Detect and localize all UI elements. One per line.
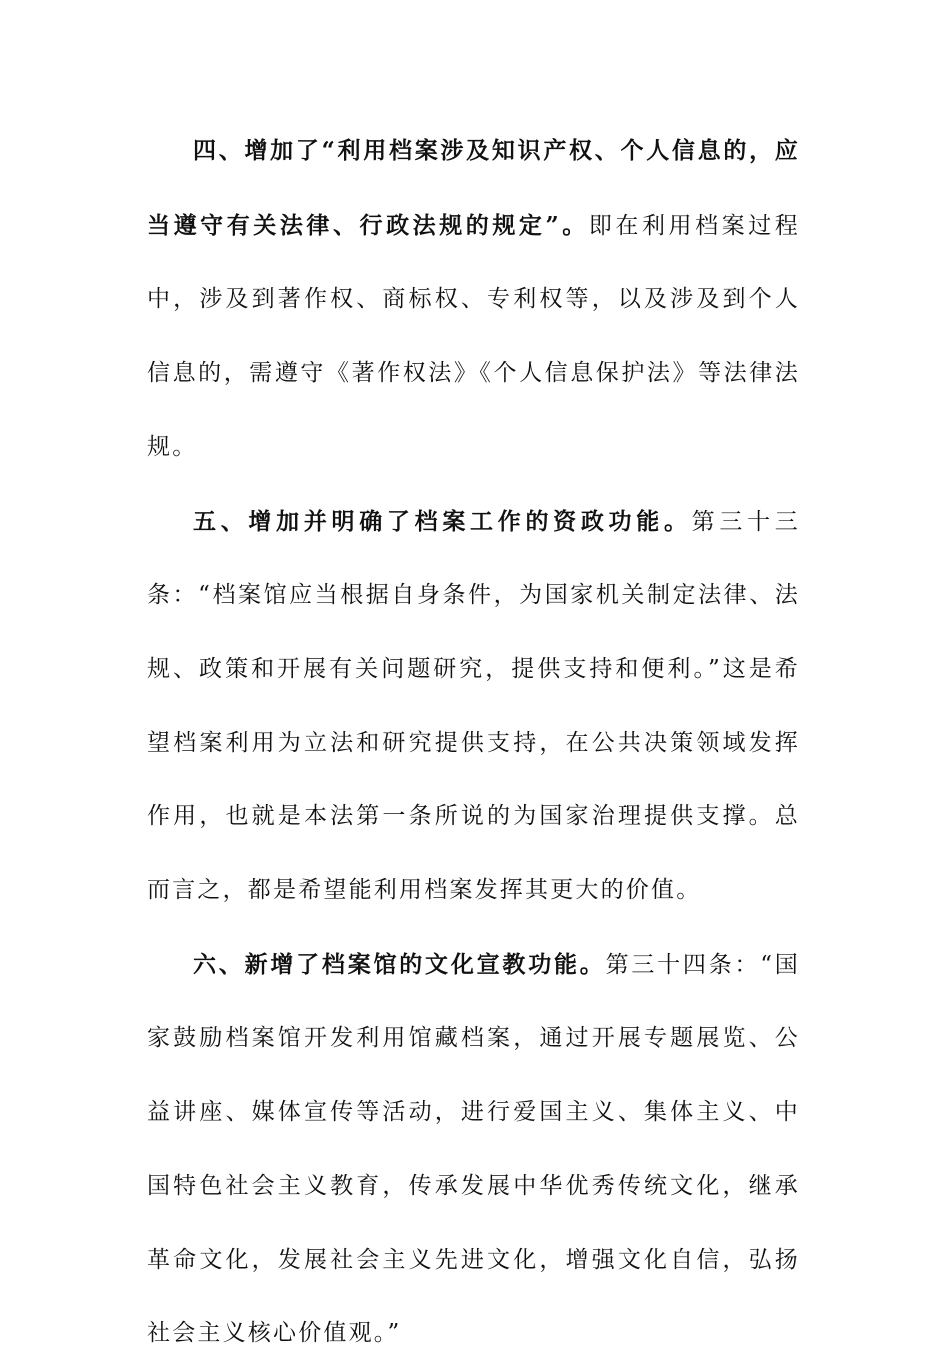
paragraph-5-heading: 五、增加并明确了档案工作的资政功能。: [193, 507, 692, 535]
paragraph-6-body: 第三十四条：“国家鼓励档案馆开发利用馆藏档案，通过开展专题展览、公益讲座、媒体宣传等活动，进行爱国主义、集体主义、中国特色社会主义教育，传承发展中华优秀传统文化，继承革命文化，发展社会主义先进文化，增强文化自信，弘扬社会主义核心价值观。”: [147, 951, 801, 1347]
paragraph-4: [147, 114, 800, 485]
paragraph-4-heading: 四、增加了“利用档案涉及知识产权、个人信息的，应当遵守有关法律、行政法规的规定”。: [147, 137, 800, 239]
paragraph-5-body: 第三十三条：“档案馆应当根据自身条件，为国家机关制定法律、法规、政策和开展有关问题研究，提供支持和便利。”这是希望档案利用为立法和研究提供支持，在公共决策领域发挥作用，也就是本法第一条所说的为国家治理提供支撑。总而言之，都是希望能利用档案发挥其更大的价值。: [147, 508, 800, 904]
paragraph-6: [147, 928, 800, 1371]
paragraph-6-heading: 六、新增了档案馆的文化宣教功能。: [193, 950, 606, 978]
paragraph-4-body: 即在利用档案过程中，涉及到著作权、商标权、专利权等，以及涉及到个人信息的，需遵守《著作权法》《个人信息保护法》等法律法规。: [147, 212, 800, 460]
paragraph-5: [147, 485, 800, 928]
